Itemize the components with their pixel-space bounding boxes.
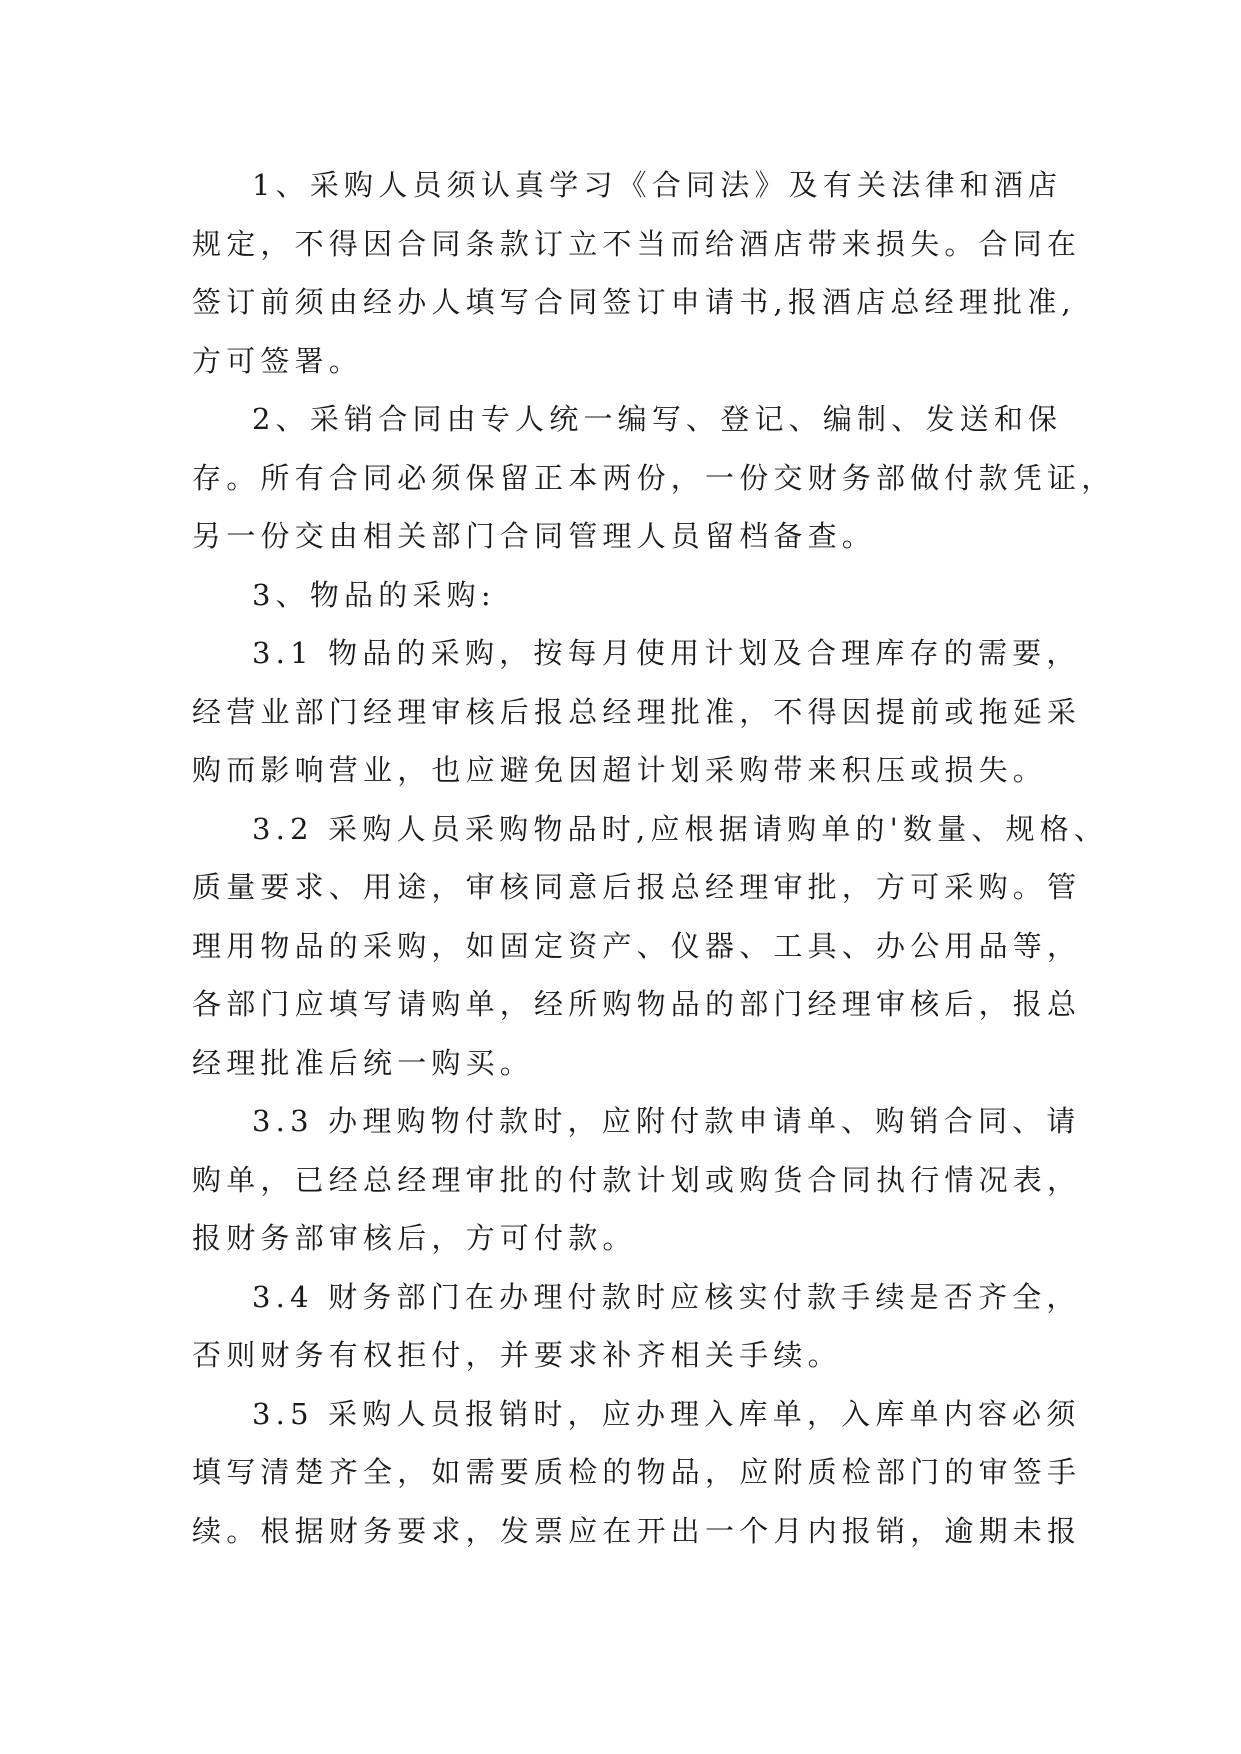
paragraph-line: 3、物品的采购: bbox=[252, 577, 496, 612]
paragraph-2 bbox=[192, 390, 1116, 566]
paragraph-line: 1、采购人员须认真学习《合同法》及有关法律和酒店 bbox=[252, 168, 1063, 202]
paragraph-line: 购单，已经总经理审批的付款计划或购货合同执行情况表， bbox=[192, 1162, 1082, 1197]
paragraph-line: 理用物品的采购，如固定资产、仪器、工具、办公用品等， bbox=[192, 928, 1082, 963]
paragraph-3-1 bbox=[192, 624, 1082, 800]
paragraph-line: 经营业部门经理审核后报总经理批准，不得因提前或拖延采 bbox=[192, 694, 1082, 729]
paragraph-line: 购而影响营业，也应避免因超计划采购带来积压或损失。 bbox=[192, 753, 1048, 787]
paragraph-3-5 bbox=[192, 1385, 1082, 1561]
paragraph-line: 3.3 办理购物付款时，应附付款申请单、购销合同、请 bbox=[252, 1104, 1081, 1138]
paragraph-line: 报财务部审核后，方可付款。 bbox=[192, 1221, 637, 1255]
paragraph-line: 质量要求、用途，审核同意后报总经理审批，方可采购。管 bbox=[192, 870, 1082, 904]
paragraph-line: 3.4 财务部门在办理付款时应核实付款手续是否齐全， bbox=[252, 1279, 1081, 1314]
paragraph-line: 续。根据财务要求，发票应在开出一个月内报销，逾期未报 bbox=[192, 1513, 1082, 1548]
paragraph-3-4 bbox=[192, 1268, 1081, 1385]
paragraph-line: 填写清楚齐全，如需要质检的物品，应附质检部门的审签手 bbox=[192, 1455, 1082, 1489]
paragraph-3 bbox=[192, 566, 1052, 625]
paragraph-1 bbox=[192, 156, 1082, 390]
paragraph-line: 规定，不得因合同条款订立不当而给酒店带来损失。合同在 bbox=[192, 226, 1082, 261]
paragraph-line: 签订前须由经办人填写合同签订申请书,报酒店总经理批准, bbox=[192, 285, 1076, 319]
paragraph-line: 否则财务有权拒付，并要求补齐相关手续。 bbox=[192, 1338, 842, 1372]
paragraph-line: 另一份交由相关部门合同管理人员留档备查。 bbox=[192, 519, 877, 553]
paragraph-line: 3.2 采购人员采购物品时,应根据请购单的'数量、规格、 bbox=[252, 811, 1109, 846]
paragraph-line: 2、采销合同由专人统一编写、登记、编制、发送和保 bbox=[252, 402, 1063, 436]
paragraph-line: 方可签署。 bbox=[192, 343, 364, 378]
paragraph-line: 经理批准后统一购买。 bbox=[192, 1045, 535, 1080]
paragraph-line: 存。所有合同必须保留正本两份，一份交财务部做付款凭证， bbox=[192, 460, 1116, 495]
paragraph-line: 3.5 采购人员报销时，应办理入库单，入库单内容必须 bbox=[252, 1396, 1081, 1431]
paragraph-line: 3.1 物品的采购，按每月使用计划及合理库存的需要， bbox=[252, 636, 1081, 670]
paragraph-3-2 bbox=[192, 800, 1109, 1093]
document-body bbox=[192, 156, 1116, 1560]
paragraph-line: 各部门应填写请购单，经所购物品的部门经理审核后，报总 bbox=[192, 987, 1082, 1021]
paragraph-3-3 bbox=[192, 1092, 1082, 1268]
